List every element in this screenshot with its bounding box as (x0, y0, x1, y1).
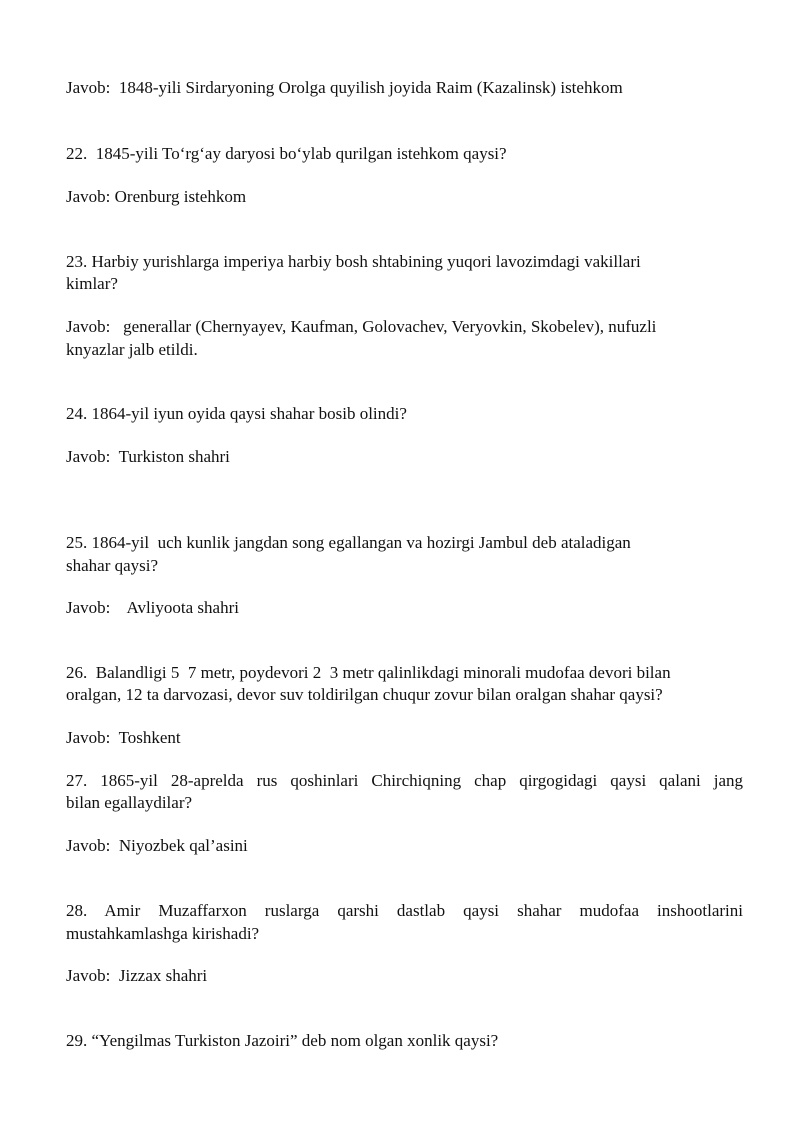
answer-23-line-1: Javob: generallar (Chernyayev, Kaufman, Golovachev, Veryovkin, Skobelev), nufuzli (66, 317, 657, 336)
answer-28: Javob: Jizzax shahri (66, 966, 208, 985)
question-25-line-1: 25. 1864-yil uch kunlik jangdan song egallangan va hozirgi Jambul deb ataladigan (66, 533, 631, 552)
question-29: 29. “Yengilmas Turkiston Jazoiri” deb nom olgan xonlik qaysi? (66, 1031, 499, 1050)
question-26-line-2: oralgan, 12 ta darvozasi, devor suv toldirilgan chuqur zovur bilan oralgan shahar qaysi? (66, 685, 663, 704)
answer-26: Javob: Toshkent (66, 728, 181, 747)
answer-21: Javob: 1848-yili Sirdaryoning Orolga quyilish joyida Raim (Kazalinsk) istehkom (66, 78, 623, 97)
answer-23-line-2: knyazlar jalb etildi. (66, 340, 198, 359)
question-27-line-2: bilan egallaydilar? (66, 793, 193, 812)
question-23-line-2: kimlar? (66, 274, 118, 293)
question-25-line-2: shahar qaysi? (66, 556, 159, 575)
question-28-line-1: 28. Amir Muzaffarxon ruslarga qarshi dastlab qaysi shahar mudofaa inshootlarini (66, 901, 743, 920)
answer-25: Javob: Avliyoota shahri (66, 598, 239, 617)
question-23-line-1: 23. Harbiy yurishlarga imperiya harbiy bosh shtabining yuqori lavozimdagi vakillari (66, 252, 641, 271)
answer-22: Javob: Orenburg istehkom (66, 187, 247, 206)
question-24: 24. 1864-yil iyun oyida qaysi shahar bosib olindi? (66, 404, 407, 423)
question-22: 22. 1845-yili To‘rg‘ay daryosi bo‘ylab qurilgan istehkom qaysi? (66, 144, 507, 163)
question-27-line-1: 27. 1865-yil 28-aprelda rus qoshinlari Chirchiqning chap qirgogidagi qaysi qalani jang (66, 771, 743, 790)
answer-24: Javob: Turkiston shahri (66, 447, 230, 466)
answer-27: Javob: Niyozbek qal’asini (66, 836, 248, 855)
question-26-line-1: 26. Balandligi 5 7 metr, poydevori 2 3 metr qalinlikdagi minorali mudofaa devori bilan (66, 663, 671, 682)
question-28-line-2: mustahkamlashga kirishadi? (66, 924, 260, 943)
